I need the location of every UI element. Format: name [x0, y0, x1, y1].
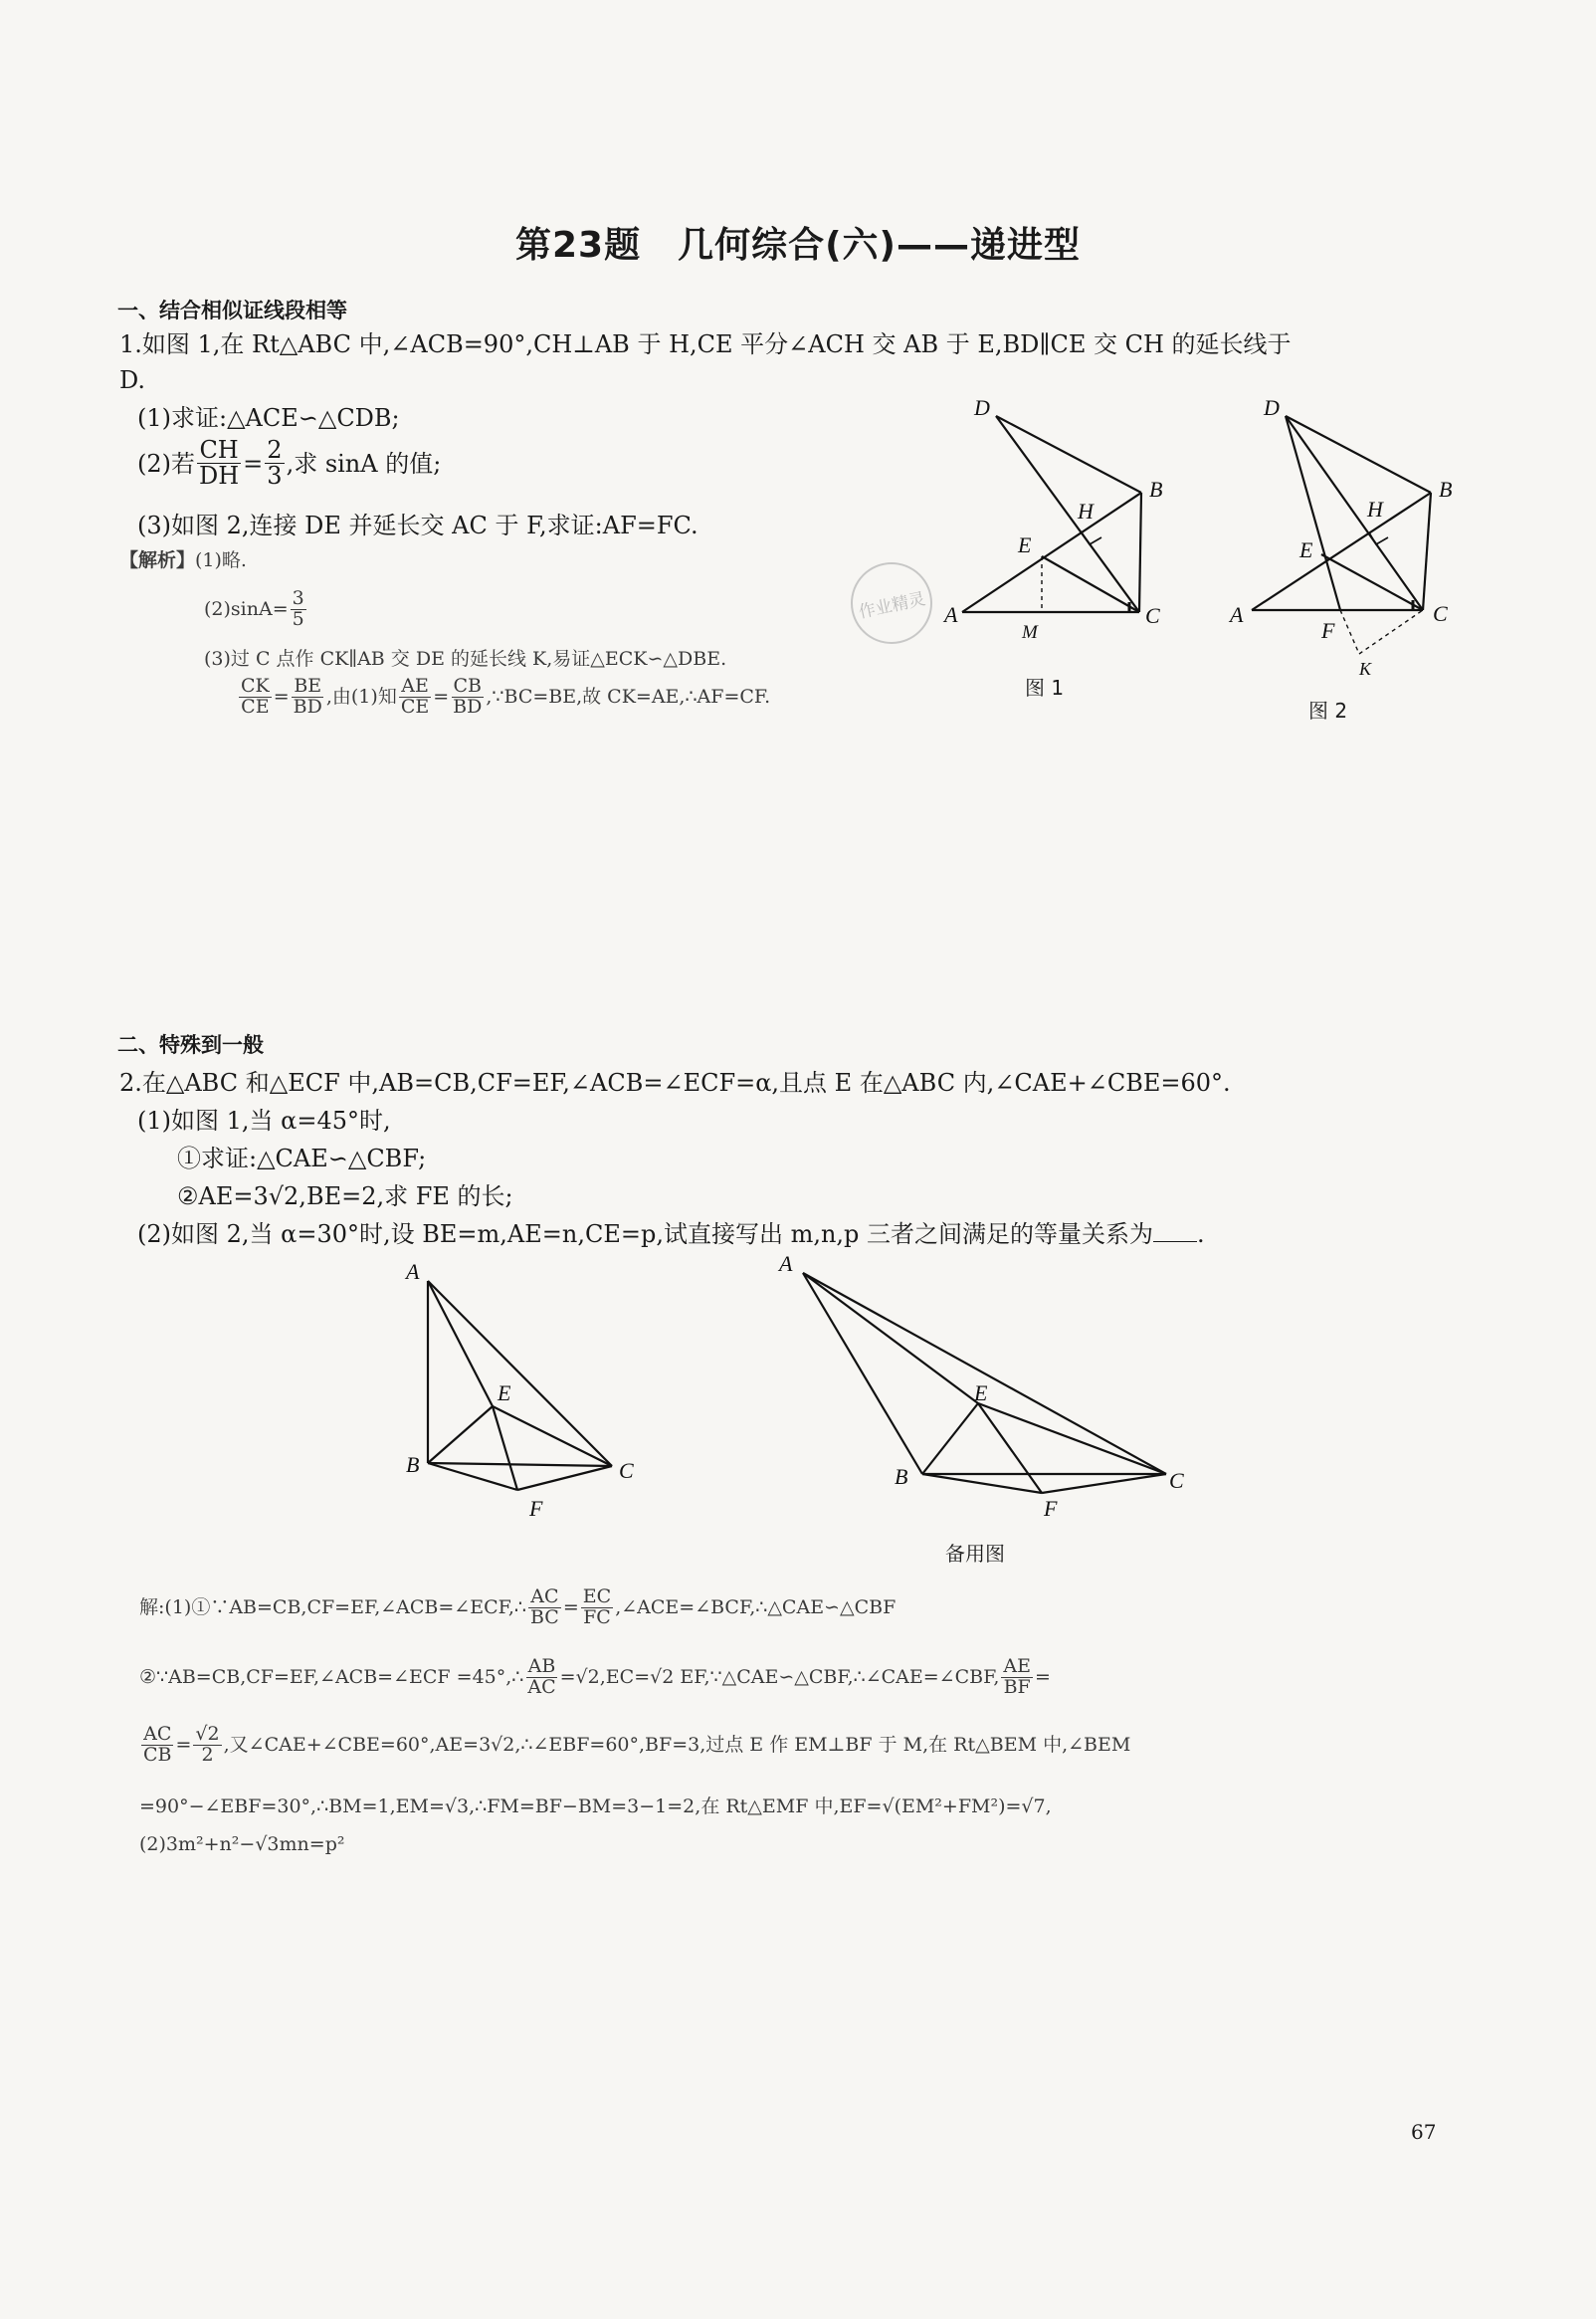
point-label: C — [1433, 601, 1448, 626]
denominator: 5 — [292, 607, 304, 630]
segment-dc — [1286, 416, 1423, 610]
segment-bc — [1423, 493, 1431, 610]
numerator: AC — [530, 1585, 559, 1607]
q1-analysis-1 — [119, 545, 247, 575]
segment-ab — [1252, 493, 1431, 610]
q2-solution-line-4: =90°−∠EBF=30°,∴BM=1,EM=√3,∴FM=BF−BM=3−1=2,在 Rt△EMF 中,EF=√(EM²+FM²)=√7, — [139, 1795, 1052, 1817]
page-title: 第23题 几何综合(六)——递进型 — [514, 225, 1081, 266]
q2-figure-1 — [398, 1259, 667, 1533]
segment-ae — [803, 1273, 978, 1403]
numerator: √2 — [195, 1723, 220, 1745]
point-label: F — [1044, 1496, 1058, 1521]
q1-part2-fraction-2 — [265, 438, 284, 489]
segment-ab — [803, 1273, 922, 1474]
solution-2-pre: ②∵AB=CB,CF=EF,∠ACB=∠ECF =45°,∴ — [139, 1666, 524, 1689]
q1-part2-fraction — [197, 438, 241, 489]
q2-part2 — [137, 1216, 1205, 1252]
fraction — [581, 1587, 613, 1628]
q2-part2-text: (2)如图 2,当 α=30°时,设 BE=m,AE=n,CE=p,试直接写出 m,n,p 三者之间满足的等量关系为 — [137, 1220, 1154, 1248]
section-1-heading: 一、结合相似证线段相等 — [117, 299, 347, 322]
point-label: B — [895, 1464, 908, 1489]
fraction — [239, 677, 272, 718]
q1-part3: (3)如图 2,连接 DE 并延长交 AC 于 F,求证:AF=FC. — [137, 512, 698, 539]
segment-ec — [978, 1403, 1166, 1474]
segment-db — [996, 416, 1141, 493]
fraction — [1001, 1657, 1033, 1698]
q2-part1: (1)如图 1,当 α=45°时, — [137, 1107, 391, 1135]
denominator: AC — [527, 1675, 556, 1698]
point-label: A — [406, 1259, 420, 1284]
denominator: BC — [529, 1605, 559, 1628]
point-label: A — [1230, 602, 1244, 627]
point-label: A — [944, 602, 958, 627]
section-2-heading: 二、特殊到一般 — [117, 1033, 264, 1057]
fraction — [525, 1657, 557, 1698]
segment-fk-dashed — [1340, 610, 1359, 654]
point-label: C — [1145, 603, 1160, 628]
denominator: CE — [241, 695, 270, 718]
numerator: 2 — [267, 436, 283, 464]
analysis-4-end: ,∵BC=BE,故 CK=AE,∴AF=CF. — [486, 686, 771, 709]
backup-figure-caption: 备用图 — [945, 1542, 1005, 1566]
segment-ef — [978, 1403, 1042, 1493]
point-label: D — [1264, 395, 1280, 420]
numerator: CB — [453, 675, 483, 697]
numerator: 3 — [292, 587, 304, 609]
denominator: CB — [143, 1743, 172, 1766]
denominator: BF — [1003, 1675, 1031, 1698]
numerator: AC — [143, 1723, 172, 1745]
point-label: E — [1018, 532, 1032, 557]
q2-part2-end: . — [1197, 1220, 1205, 1248]
segment-bf — [428, 1463, 517, 1490]
answer-blank — [1153, 1219, 1197, 1242]
segment-ec — [1321, 554, 1423, 610]
fraction — [141, 1725, 174, 1766]
q1-part2-eq: = — [243, 449, 264, 478]
q1-stem: 1.如图 1,在 Rt△ABC 中,∠ACB=90°,CH⊥AB 于 H,CE 平分∠ACH 交 AB 于 E,BD∥CE 交 CH 的延长线于 — [119, 330, 1292, 358]
equals: = — [1034, 1666, 1051, 1689]
figure-2-caption: 图 2 — [1308, 699, 1348, 723]
q1-part2 — [137, 438, 441, 489]
figure-1-caption: 图 1 — [1025, 676, 1065, 700]
q2-solution-line-1 — [139, 1587, 896, 1628]
solution-1-post: ,∠ACE=∠BCF,∴△CAE∽△CBF — [615, 1596, 897, 1619]
equals: = — [273, 686, 290, 709]
fraction — [292, 677, 324, 718]
segment-ae — [428, 1281, 493, 1406]
point-label: E — [498, 1380, 511, 1405]
segment-bc — [1139, 493, 1141, 612]
point-label: C — [1169, 1468, 1184, 1493]
segment-ab — [962, 493, 1141, 612]
point-label: C — [619, 1458, 634, 1483]
segment-ec — [493, 1406, 612, 1466]
point-label: H — [1367, 497, 1383, 522]
segment-fc — [517, 1466, 612, 1490]
analysis-tag: 【解析】 — [119, 549, 196, 571]
q1-figure-1 — [944, 393, 1189, 702]
denominator: DH — [199, 462, 240, 491]
denominator: BD — [293, 695, 322, 718]
q1-stem-end: D. — [119, 366, 146, 394]
q2-part1b: ②AE=3√2,BE=2,求 FE 的长; — [177, 1182, 513, 1210]
q2-solution-line-2 — [139, 1657, 1051, 1698]
solution-2-mid: =√2,EC=√2 EF,∵△CAE∽△CBF,∴∠CAE=∠CBF, — [559, 1666, 1000, 1689]
q1-analysis-2 — [204, 589, 308, 630]
point-label: D — [974, 395, 990, 420]
analysis-2-fraction — [291, 589, 306, 630]
segment-bc — [428, 1463, 612, 1466]
solution-3-post: ,又∠CAE+∠CBE=60°,AE=3√2,∴∠EBF=60°,BF=3,过点 E 作 EM⊥BF 于 M,在 Rt△BEM 中,∠BEM — [223, 1734, 1131, 1757]
fraction — [451, 677, 484, 718]
segment-ac — [803, 1273, 1166, 1474]
q2-stem: 2.在△ABC 和△ECF 中,AB=CB,CF=EF,∠ACB=∠ECF=α,且点 E 在△ABC 内,∠CAE+∠CBE=60°. — [119, 1069, 1231, 1097]
analysis-4-mid: ,由(1)知 — [325, 686, 397, 709]
numerator: AE — [401, 675, 429, 697]
fraction — [528, 1587, 561, 1628]
numerator: EC — [582, 1585, 612, 1607]
point-label: E — [1299, 537, 1313, 562]
segment-db — [1286, 416, 1431, 493]
q2-part1a: ①求证:△CAE∽△CBF; — [177, 1145, 427, 1172]
solution-1-pre: 解:(1)①∵AB=CB,CF=EF,∠ACB=∠ECF,∴ — [139, 1596, 526, 1619]
point-label: H — [1078, 499, 1094, 524]
point-label: B — [1439, 477, 1453, 502]
point-label: K — [1359, 659, 1372, 679]
point-label: F — [1321, 618, 1335, 643]
fraction — [399, 677, 431, 718]
point-label: B — [1149, 477, 1163, 502]
q1-part1: (1)求证:△ACE∽△CDB; — [137, 404, 400, 432]
q1-figure-2 — [1224, 393, 1483, 692]
q2-solution-line-3 — [139, 1725, 1130, 1766]
analysis-line-1: (1)略. — [195, 549, 247, 571]
point-label: F — [529, 1496, 543, 1521]
q1-analysis-3: (3)过 C 点作 CK∥AB 交 DE 的延长线 K,易证△ECK∽△DBE. — [204, 648, 727, 670]
q1-part2-post: ,求 sinA 的值; — [286, 449, 442, 478]
denominator: FC — [583, 1605, 611, 1628]
numerator: AB — [527, 1655, 556, 1677]
point-label: E — [974, 1380, 988, 1405]
q2-backup-figure — [771, 1249, 1209, 1533]
fraction — [193, 1725, 221, 1766]
segment-fc — [1042, 1474, 1166, 1493]
point-label: M — [1022, 622, 1038, 643]
numerator: BE — [294, 675, 322, 697]
segment-be — [428, 1406, 493, 1463]
denominator: 3 — [267, 462, 283, 491]
equals: = — [562, 1596, 579, 1619]
point-label: A — [779, 1251, 793, 1276]
analysis-2-pre: (2)sinA= — [204, 598, 289, 621]
numerator: CK — [241, 675, 270, 697]
q1-part2-pre: (2)若 — [137, 449, 195, 478]
segment-ec — [1042, 556, 1139, 612]
right-angle-mark — [1369, 532, 1388, 544]
equals: = — [175, 1734, 192, 1757]
segment-df — [1286, 416, 1340, 610]
point-label: B — [406, 1452, 420, 1477]
equals: = — [433, 686, 450, 709]
segment-be — [922, 1403, 978, 1474]
numerator: CH — [199, 436, 239, 464]
page-number: 67 — [1411, 2120, 1437, 2144]
segment-ef — [493, 1406, 517, 1490]
q2-solution-line-5: (2)3m²+n²−√3mn=p² — [139, 1833, 345, 1855]
q1-analysis-4 — [237, 677, 770, 718]
watermark-stamp: 作业精灵 — [843, 554, 939, 651]
denominator: 2 — [201, 1743, 214, 1766]
denominator: CE — [400, 695, 430, 718]
denominator: BD — [453, 695, 483, 718]
segment-bf — [922, 1474, 1042, 1493]
numerator: AE — [1003, 1655, 1031, 1677]
segment-dc — [996, 416, 1139, 612]
segment-ck-dashed — [1359, 610, 1423, 654]
